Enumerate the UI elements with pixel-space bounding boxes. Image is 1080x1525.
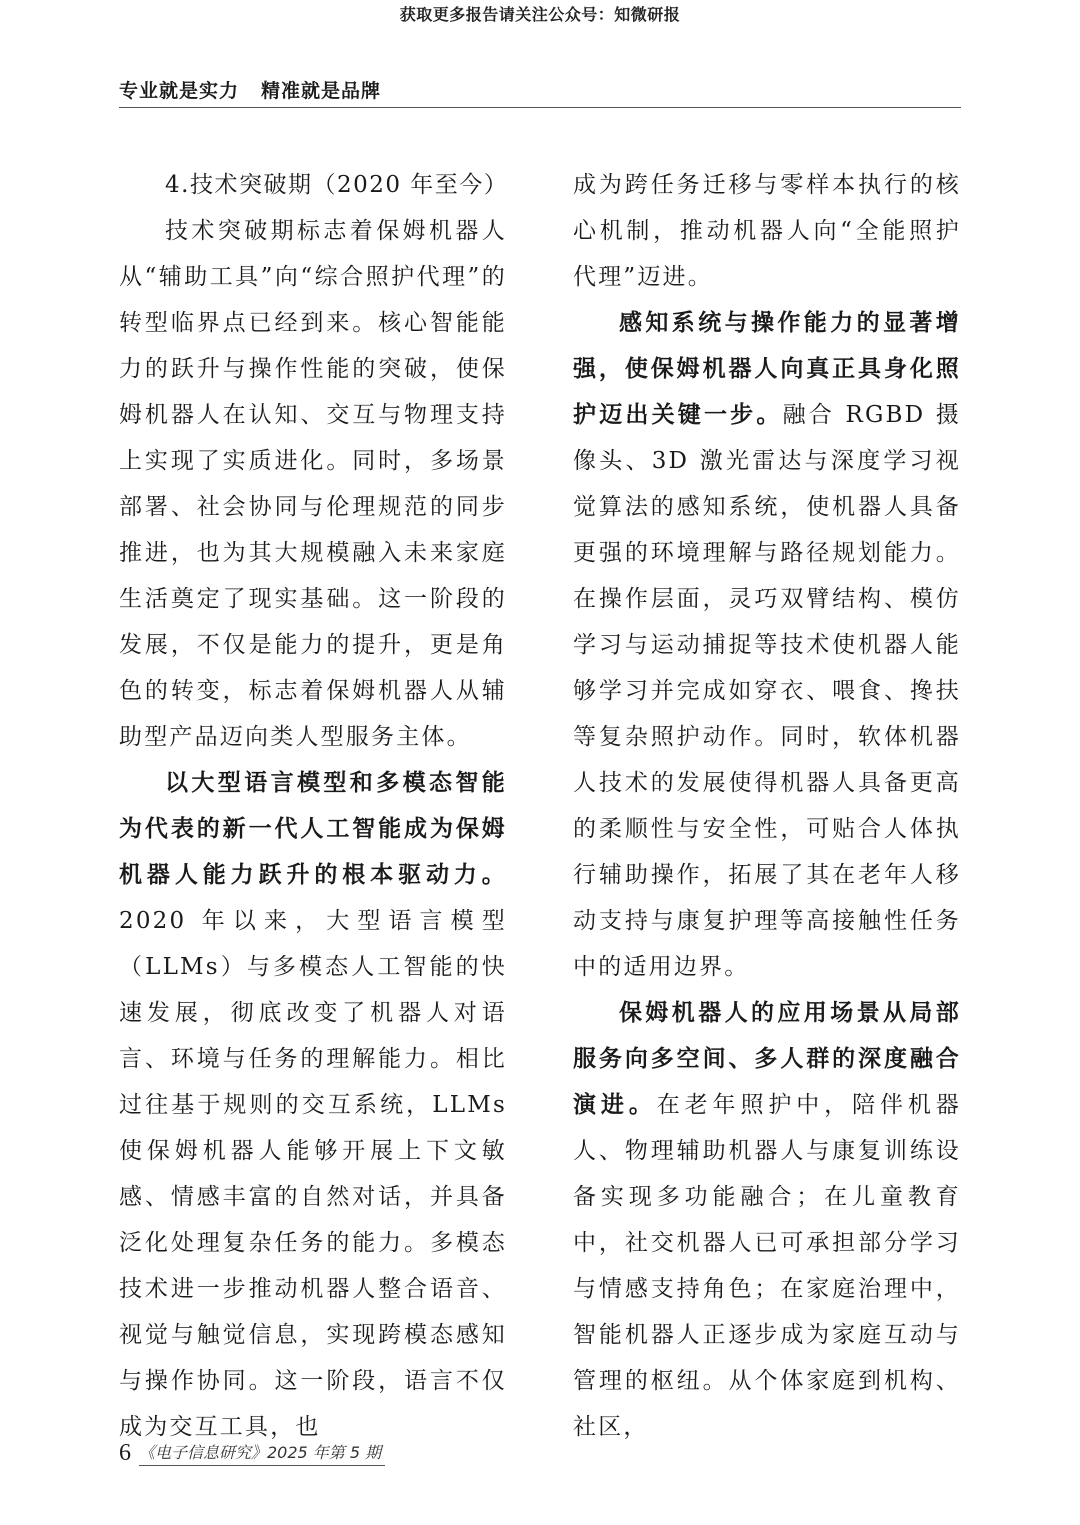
paragraph-lead-bold: 保姆机器人的应用场景从局部服务向多空间、多人群的深度融合演进。 [573,999,961,1118]
running-head-slogan-2: 精准就是品牌 [261,80,382,102]
page-footer [119,1440,385,1466]
running-head [119,76,381,103]
section-heading: 4.技术突破期（2020 年至今） [165,172,509,198]
paragraph-body: 融合 RGBD 摄像头、3D 激光雷达与深度学习视觉算法的感知系统，使机器人具备更强的环境理解与路径规划能力。在操作层面，灵巧双臂结构、模仿学习与运动捕捉等技术使机器人能够学习并完成如穿衣、喂食、搀扶等复杂照护动作。同时，软体机器人技术的发展使得机器人具备更高的柔顺性与安全性，可贴合人体执行辅助操作，拓展了其在老年人移动支持与康复护理等高接触性任务中的适用边界。 [573,402,961,980]
paragraph-continued: 成为跨任务迁移与零样本执行的核心机制，推动机器人向“全能照护代理”迈进。 [573,172,961,290]
page-number: 6 [119,1440,131,1466]
header-rule [119,107,961,108]
paragraph [119,760,507,1450]
right-column [573,162,961,1450]
paragraph [573,300,961,990]
paragraph-lead-bold: 以大型语言模型和多模态智能为代表的新一代人工智能成为保姆机器人能力跃升的根本驱动力。 [119,769,507,888]
paragraph-body: 2020 年以来，大型语言模型（LLMs）与多模态人工智能的快速发展，彻底改变了机器人对语言、环境与任务的理解能力。相比过往基于规则的交互系统，LLMs 使保姆机器人能够开展上下文敏感、情感丰富的自然对话，并具备泛化处理复杂任务的能力。多模态技术进一步推动机器人整合语音、视觉与触觉信息，实现跨模态感知与操作协同。这一阶段，语言不仅成为交互工具，也 [119,908,507,1440]
paragraph-lead-bold: 感知系统与操作能力的显著增强，使保姆机器人向真正具身化照护迈出关键一步。 [573,309,961,428]
paragraph [573,990,961,1450]
paragraph-body: 在老年照护中，陪伴机器人、物理辅助机器人与康复训练设备实现多功能融合；在儿童教育中，社交机器人已可承担部分学习与情感支持角色；在家庭治理中，智能机器人正逐步成为家庭互动与管理的枢纽。从个体家庭到机构、社区， [573,1092,962,1440]
top-banner: 获取更多报告请关注公众号：知微研报 [399,5,681,24]
running-head-slogan-1: 专业就是实力 [119,80,240,102]
journal-citation: 《电子信息研究》2025 年第 5 期 [139,1443,385,1466]
paragraph: 技术突破期标志着保姆机器人从“辅助工具”向“综合照护代理”的转型临界点已经到来。核心智能能力的跃升与操作性能的突破，使保姆机器人在认知、交互与物理支持上实现了实质进化。同时，多场景部署、社会协同与伦理规范的同步推进，也为其大规模融入未来家庭生活奠定了现实基础。这一阶段的发展，不仅是能力的提升，更是角色的转变，标志着保姆机器人从辅助型产品迈向类人型服务主体。 [119,218,507,750]
left-column [119,162,507,1450]
